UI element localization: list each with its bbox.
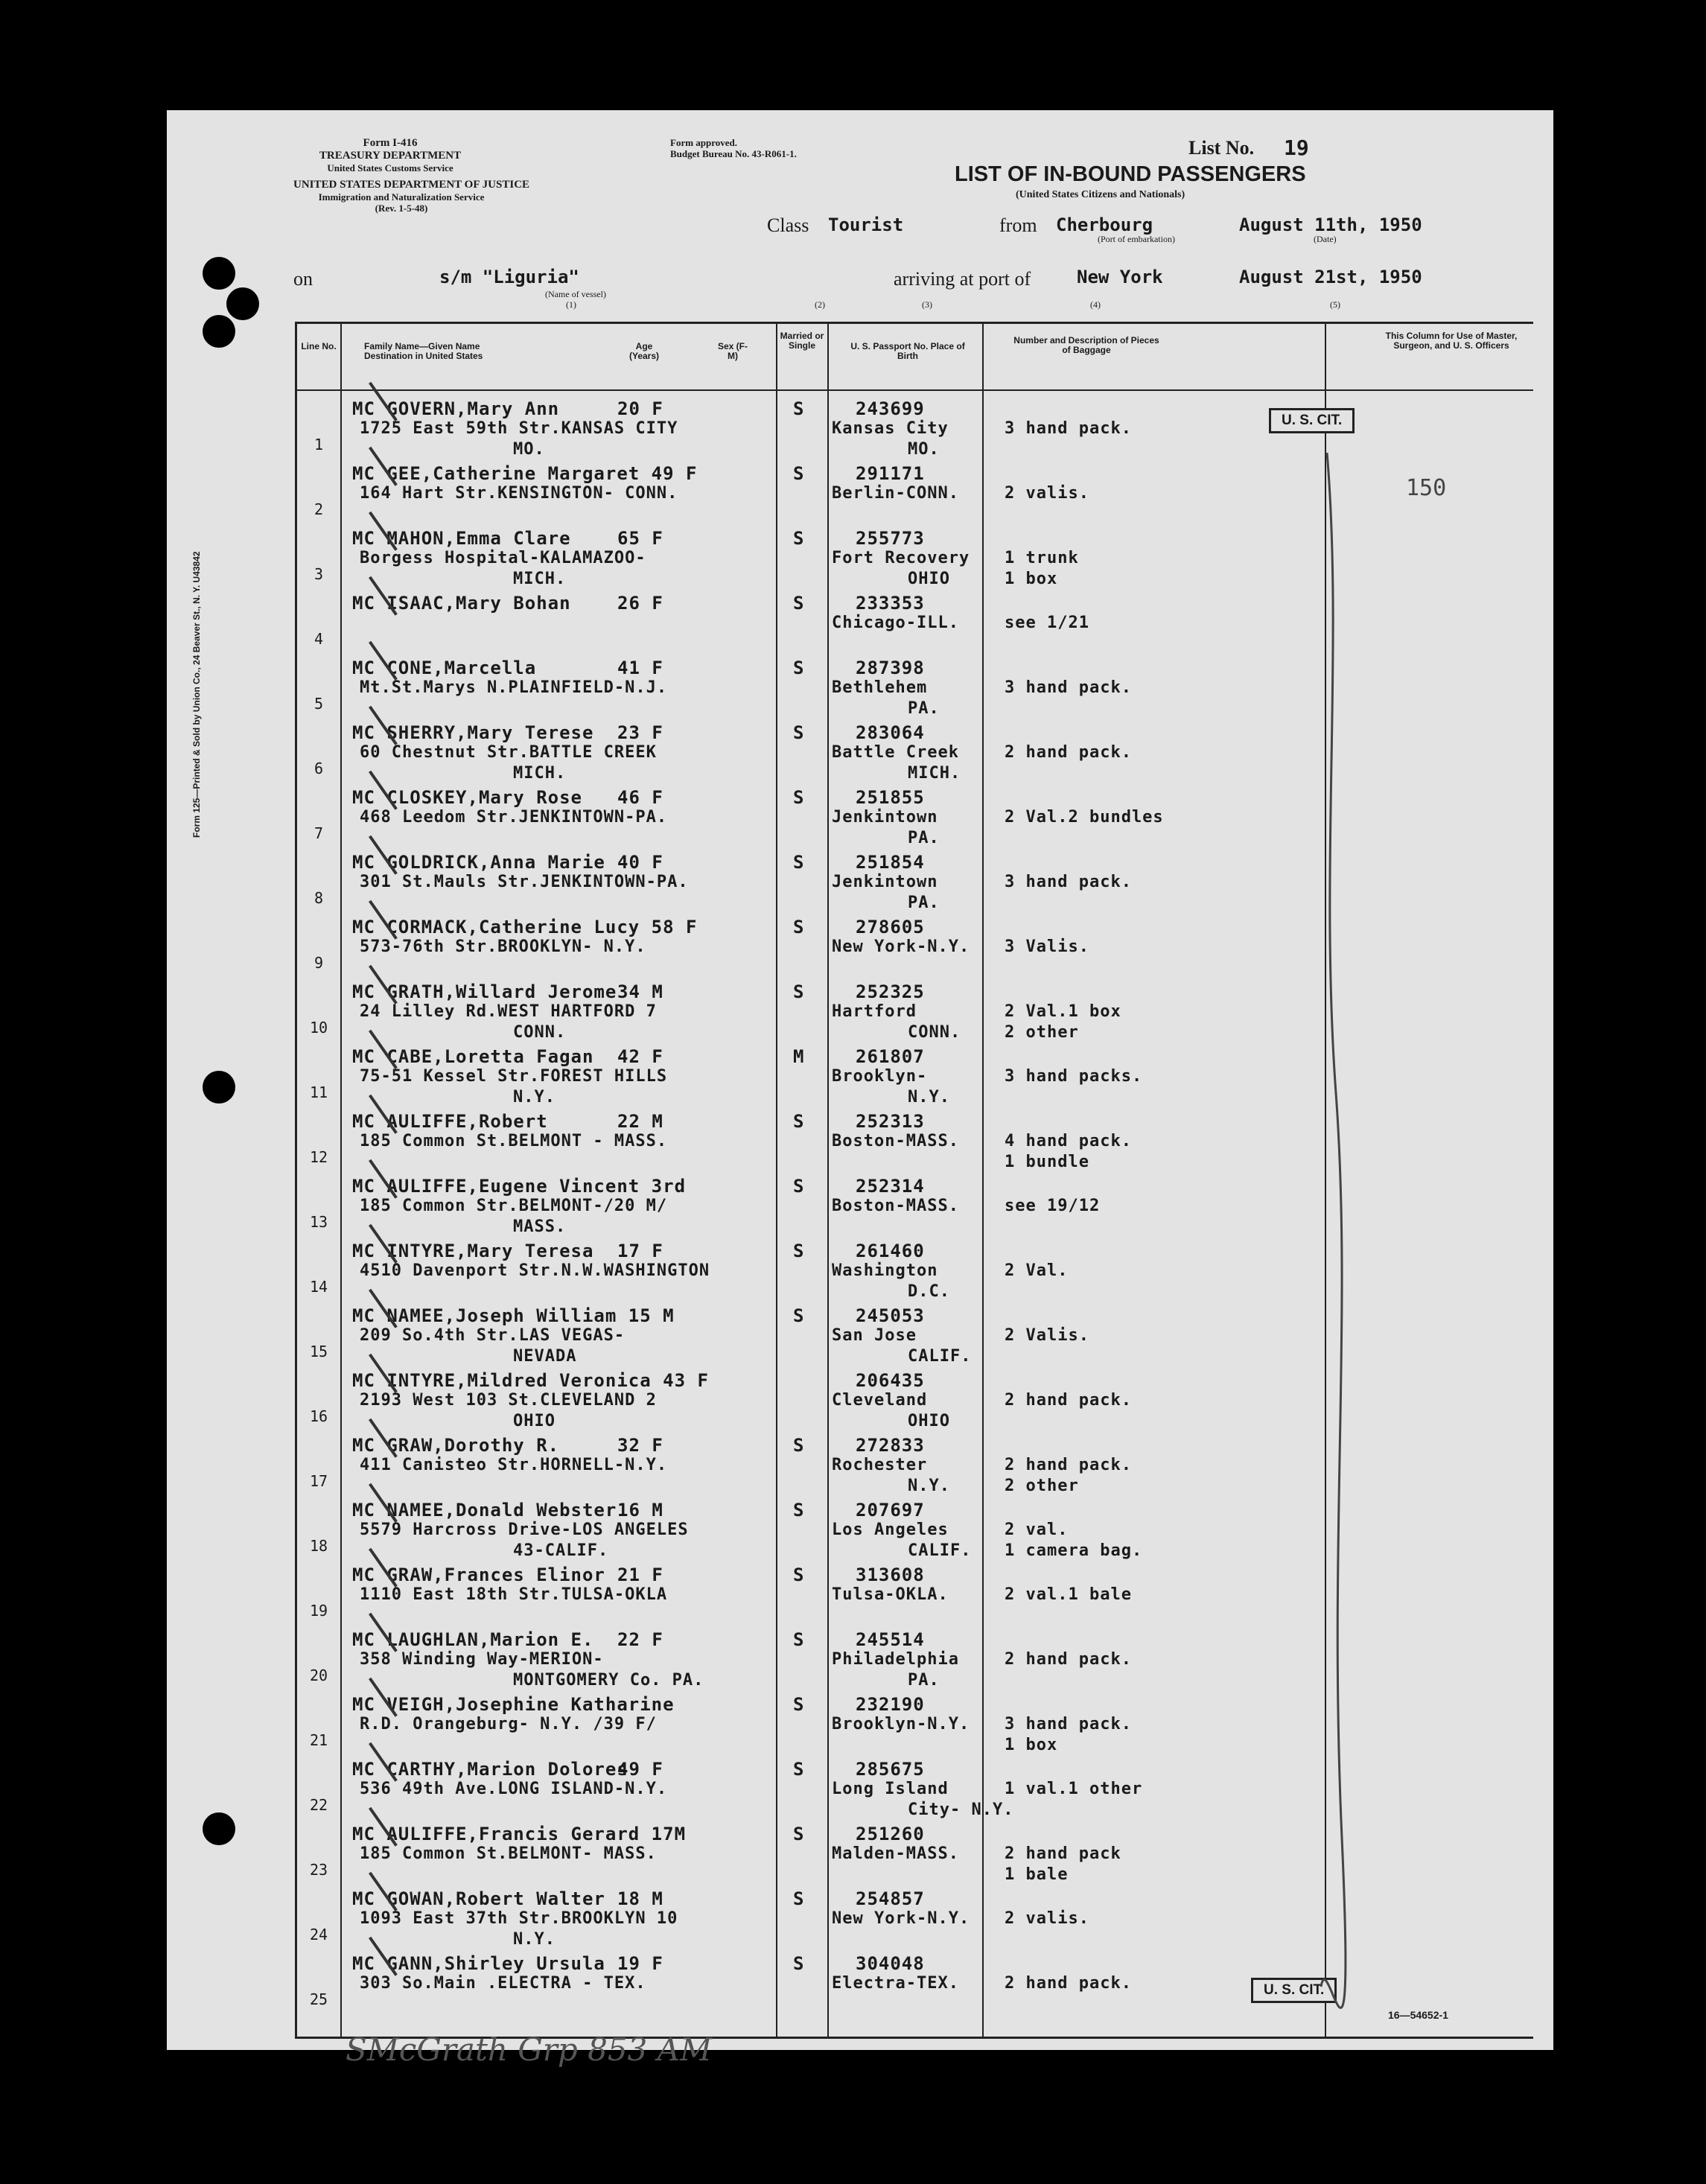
destination: 301 St.Mauls Str.JENKINTOWN-PA. xyxy=(360,873,689,891)
passenger-name: MC VEIGH,Josephine Katharine xyxy=(352,1694,675,1715)
place-of-birth: Philadelphia xyxy=(832,1650,959,1669)
place-of-birth-line2: OHIO xyxy=(908,570,950,588)
punch-hole xyxy=(203,1071,235,1104)
marital-status: S xyxy=(793,593,805,614)
marital-status: S xyxy=(793,917,805,937)
baggage-line2: 2 other xyxy=(1005,1477,1079,1495)
list-number-label: List No. xyxy=(1188,137,1255,159)
destination: 5579 Harcross Drive-LOS ANGELES xyxy=(360,1521,689,1539)
form-approved: Form approved. xyxy=(670,137,738,148)
marital-status: S xyxy=(793,1824,805,1844)
row-line-number: 24 xyxy=(309,1926,328,1943)
approval-block xyxy=(670,137,797,159)
passenger-name: MC AULIFFE,Robert xyxy=(352,1111,548,1132)
age-sex: 21 F xyxy=(617,1564,663,1585)
baggage: 2 hand pack. xyxy=(1005,1650,1132,1669)
age-sex: 32 F xyxy=(617,1435,663,1456)
row-line-number: 25 xyxy=(309,1990,328,2008)
col-married: Married or Single xyxy=(780,331,824,351)
idx-4: (4) xyxy=(1090,299,1101,310)
place-of-birth: Jenkintown xyxy=(832,808,938,827)
place-of-birth-line2: PA. xyxy=(908,894,940,912)
bottom-signature: SMcGrath Grp 853 AM xyxy=(346,2031,712,2068)
row-line-number: 17 xyxy=(309,1472,328,1490)
us-citizen-stamp-bottom: U. S. CIT. xyxy=(1251,1978,1337,2003)
passenger-name: MC GOVERN,Mary Ann xyxy=(352,398,560,419)
destination: 358 Winding Way-MERION- xyxy=(360,1650,604,1669)
place-of-birth-line2: OHIO xyxy=(908,1412,950,1430)
age-sex: 41 F xyxy=(617,658,663,678)
place-of-birth: San Jose xyxy=(832,1326,917,1345)
place-of-birth: New York-N.Y. xyxy=(832,1909,970,1928)
place-of-birth: Rochester xyxy=(832,1456,928,1474)
place-of-birth-line2: PA. xyxy=(908,699,940,718)
arrival-date: August 21st, 1950 xyxy=(1239,267,1422,287)
marital-status: M xyxy=(793,1046,805,1067)
passport-number: 251854 xyxy=(856,852,925,873)
passport-number: 252313 xyxy=(856,1111,925,1132)
age-sex: 49 F xyxy=(617,1759,663,1780)
age-sex: 20 F xyxy=(617,398,663,419)
place-of-birth: Brooklyn- xyxy=(832,1067,928,1086)
place-of-birth: Boston-MASS. xyxy=(832,1132,959,1150)
passport-number: 283064 xyxy=(856,722,925,743)
baggage: 3 hand pack. xyxy=(1005,873,1132,891)
passenger-name: MC GRATH,Willard Jerome xyxy=(352,981,617,1002)
marital-status: S xyxy=(793,722,805,743)
row-line-number: 7 xyxy=(313,824,324,842)
place-of-birth-line2: PA. xyxy=(908,829,940,847)
col-age: Age (Years) xyxy=(628,341,660,361)
place-of-birth: Boston-MASS. xyxy=(832,1197,959,1215)
row-line-number: 2 xyxy=(313,500,324,518)
age-sex: 18 M xyxy=(617,1888,663,1909)
passenger-name: MC NAMEE,Donald Webster xyxy=(352,1500,617,1521)
age-sex: 26 F xyxy=(617,593,663,614)
destination-line2: OHIO xyxy=(513,1412,556,1430)
place-of-birth-line2: PA. xyxy=(908,1671,940,1690)
place-of-birth-line2: D.C. xyxy=(908,1282,950,1301)
age-sex: 46 F xyxy=(617,787,663,808)
punch-hole xyxy=(226,287,259,320)
row-line-number: 18 xyxy=(309,1537,328,1555)
place-of-birth-line2: N.Y. xyxy=(908,1088,950,1107)
marital-status: S xyxy=(793,1176,805,1197)
row-line-number: 14 xyxy=(309,1278,328,1296)
destination-line2: MASS. xyxy=(513,1217,567,1236)
date-note: (Date) xyxy=(1314,234,1337,244)
passport-number: 252314 xyxy=(856,1176,925,1197)
age-sex: 23 F xyxy=(617,722,663,743)
passenger-name: MC CARTHY,Marion Dolores xyxy=(352,1759,628,1780)
passenger-name: MC AULIFFE,Francis Gerard 17M xyxy=(352,1824,687,1844)
row-line-number: 9 xyxy=(313,954,324,972)
baggage: 2 Val.2 bundles xyxy=(1005,808,1164,827)
justice-block xyxy=(293,179,530,214)
row-line-number: 8 xyxy=(313,889,324,907)
baggage: 2 valis. xyxy=(1005,1909,1089,1928)
place-of-birth-line2: MICH. xyxy=(908,764,961,783)
col-name-destination: Family Name—Given Name Destination in United States xyxy=(364,341,483,361)
destination: Mt.St.Marys N.PLAINFIELD-N.J. xyxy=(360,678,668,697)
officer-column-pencil-line xyxy=(1284,423,1433,2024)
baggage: 2 hand pack. xyxy=(1005,743,1132,762)
passport-number: 245053 xyxy=(856,1305,925,1326)
row-line-number: 23 xyxy=(309,1861,328,1879)
row-line-number: 11 xyxy=(309,1083,328,1101)
baggage: 3 hand pack. xyxy=(1005,1715,1132,1733)
place-of-birth: Chicago-ILL. xyxy=(832,614,959,632)
us-citizen-stamp-top: U. S. CIT. xyxy=(1269,408,1355,433)
passenger-name: MC GOWAN,Robert Walter xyxy=(352,1888,605,1909)
passport-number: 261807 xyxy=(856,1046,925,1067)
place-of-birth-line2: N.Y. xyxy=(908,1477,950,1495)
place-of-birth-line2: CALIF. xyxy=(908,1541,972,1560)
passenger-name: MC CLOSKEY,Mary Rose xyxy=(352,787,582,808)
passport-number: 285675 xyxy=(856,1759,925,1780)
destination: 209 So.4th Str.LAS VEGAS- xyxy=(360,1326,626,1345)
baggage-line2: 1 box xyxy=(1005,570,1058,588)
row-line-number: 13 xyxy=(309,1213,328,1231)
baggage: 1 trunk xyxy=(1005,549,1079,567)
passport-number: 245514 xyxy=(856,1629,925,1650)
marital-status: S xyxy=(793,398,805,419)
passport-number: 261460 xyxy=(856,1241,925,1261)
marital-status: S xyxy=(793,658,805,678)
destination: 1725 East 59th Str.KANSAS CITY xyxy=(360,419,678,438)
baggage-line2: 1 camera bag. xyxy=(1005,1541,1143,1560)
baggage: see 1/21 xyxy=(1005,614,1089,632)
vessel-name: s/m "Liguria" xyxy=(439,267,579,287)
place-of-birth: Los Angeles xyxy=(832,1521,949,1539)
passport-number: 232190 xyxy=(856,1694,925,1715)
row-line-number: 12 xyxy=(309,1148,328,1166)
destination: 164 Hart Str.KENSINGTON- CONN. xyxy=(360,484,678,503)
marital-status: S xyxy=(793,1111,805,1132)
passport-number: 251260 xyxy=(856,1824,925,1844)
destination: 75-51 Kessel Str.FOREST HILLS xyxy=(360,1067,668,1086)
manifest-page xyxy=(167,110,1553,2068)
place-of-birth: Brooklyn-N.Y. xyxy=(832,1715,970,1733)
baggage: see 19/12 xyxy=(1005,1197,1101,1215)
baggage: 4 hand pack. xyxy=(1005,1132,1132,1150)
treasury-dept: TREASURY DEPARTMENT xyxy=(319,150,462,162)
row-line-number: 22 xyxy=(309,1796,328,1814)
destination-line2: NEVADA xyxy=(513,1347,577,1366)
destination: 411 Canisteo Str.HORNELL-N.Y. xyxy=(360,1456,668,1474)
passenger-name: MC ISAAC,Mary Bohan xyxy=(352,593,571,614)
age-sex: 40 F xyxy=(617,852,663,873)
col-line-no: Line No. xyxy=(301,341,337,351)
form-revision: (Rev. 1-5-48) xyxy=(375,203,428,214)
col-passport: U. S. Passport No. Place of Birth xyxy=(850,341,965,361)
destination-line2: MONTGOMERY Co. PA. xyxy=(513,1671,704,1690)
baggage-line2: 1 bundle xyxy=(1005,1153,1089,1171)
row-line-number: 15 xyxy=(309,1343,328,1360)
destination-line2: CONN. xyxy=(513,1023,567,1042)
row-line-number: 10 xyxy=(309,1019,328,1037)
arriving-label: arriving at port of xyxy=(894,268,1031,290)
place-of-birth-line2: MO. xyxy=(908,440,940,459)
punch-hole xyxy=(203,257,235,290)
place-of-birth: Battle Creek xyxy=(832,743,959,762)
idx-1: (1) xyxy=(566,299,576,310)
passport-number: 287398 xyxy=(856,658,925,678)
age-sex: 22 F xyxy=(617,1629,663,1650)
marital-status: S xyxy=(793,1305,805,1326)
marital-status: S xyxy=(793,787,805,808)
destination: 303 So.Main .ELECTRA - TEX. xyxy=(360,1974,646,1993)
row-line-number: 5 xyxy=(313,695,324,713)
baggage: 2 hand pack xyxy=(1005,1844,1121,1863)
marital-status: S xyxy=(793,1564,805,1585)
from-port: Cherbourg xyxy=(1056,214,1153,235)
destination: 2193 West 103 St.CLEVELAND 2 xyxy=(360,1391,657,1410)
marital-status: S xyxy=(793,1759,805,1780)
passport-number: 207697 xyxy=(856,1500,925,1521)
place-of-birth: Tulsa-OKLA. xyxy=(832,1585,949,1604)
marital-status: S xyxy=(793,1500,805,1521)
vessel-note: (Name of vessel) xyxy=(545,289,606,299)
departure-date: August 11th, 1950 xyxy=(1239,214,1422,235)
passenger-name: MC AULIFFE,Eugene Vincent 3rd xyxy=(352,1176,687,1197)
destination-line2: MO. xyxy=(513,440,545,459)
punch-hole xyxy=(203,1812,235,1845)
col-sex: Sex (F-M) xyxy=(717,341,748,361)
place-of-birth: New York-N.Y. xyxy=(832,937,970,956)
row-line-number: 21 xyxy=(309,1731,328,1749)
printer-side-text: Form 125—Printed & Sold by Union Co., 24 Beaver St., N. Y. U43842 xyxy=(191,551,202,838)
passport-number: 272833 xyxy=(856,1435,925,1456)
place-of-birth: Kansas City xyxy=(832,419,949,438)
place-of-birth: Electra-TEX. xyxy=(832,1974,959,1993)
destination: 468 Leedom Str.JENKINTOWN-PA. xyxy=(360,808,668,827)
footer-code: 16—54652-1 xyxy=(1388,2009,1448,2021)
marital-status: S xyxy=(793,852,805,873)
age-sex: 65 F xyxy=(617,528,663,549)
baggage: 3 hand packs. xyxy=(1005,1067,1143,1086)
destination: 573-76th Str.BROOKLYN- N.Y. xyxy=(360,937,646,956)
port-embarkation-note: (Port of embarkation) xyxy=(1098,234,1175,244)
row-line-number: 19 xyxy=(309,1602,328,1620)
row-line-number: 3 xyxy=(313,565,324,583)
place-of-birth: Long Island xyxy=(832,1780,949,1798)
passenger-name: MC GANN,Shirley Ursula xyxy=(352,1953,605,1974)
marital-status: S xyxy=(793,1694,805,1715)
passport-number: 255773 xyxy=(856,528,925,549)
destination-line2: N.Y. xyxy=(513,1930,556,1949)
on-label: on xyxy=(293,268,313,290)
marital-status: S xyxy=(793,1953,805,1974)
baggage: 2 hand pack. xyxy=(1005,1974,1132,1993)
place-of-birth-line2: City- N.Y. xyxy=(908,1801,1014,1819)
list-number-value: 19 xyxy=(1284,136,1309,160)
idx-3: (3) xyxy=(922,299,932,310)
idx-5: (5) xyxy=(1330,299,1340,310)
punch-hole xyxy=(203,315,235,348)
marital-status: S xyxy=(793,463,805,484)
passenger-name: MC GRAW,Dorothy R. xyxy=(352,1435,560,1456)
class-label: Class xyxy=(767,214,809,236)
row-line-number: 6 xyxy=(313,760,324,777)
baggage: 2 hand pack. xyxy=(1005,1456,1132,1474)
destination-line2: MICH. xyxy=(513,570,567,588)
place-of-birth-line2: CONN. xyxy=(908,1023,961,1042)
col-officers: This Column for Use of Master, Surgeon, and U. S. Officers xyxy=(1385,331,1518,351)
budget-bureau: Budget Bureau No. 43-R061-1. xyxy=(670,148,797,159)
idx-2: (2) xyxy=(815,299,825,310)
place-of-birth: Cleveland xyxy=(832,1391,928,1410)
passport-number: 251855 xyxy=(856,787,925,808)
margin-number: 150 xyxy=(1406,475,1447,501)
place-of-birth: Bethlehem xyxy=(832,678,928,697)
arrival-port: New York xyxy=(1077,267,1163,287)
passenger-name: MC CABE,Loretta Fagan xyxy=(352,1046,594,1067)
passenger-name: MC LAUGHLAN,Marion E. xyxy=(352,1629,594,1650)
marital-status: S xyxy=(793,1241,805,1261)
baggage: 3 hand pack. xyxy=(1005,678,1132,697)
row-line-number: 20 xyxy=(309,1666,328,1684)
passport-number: 233353 xyxy=(856,593,925,614)
destination: 1110 East 18th Str.TULSA-OKLA xyxy=(360,1585,668,1604)
form-agency-block xyxy=(293,137,487,173)
class-value: Tourist xyxy=(828,214,904,235)
age-sex: 22 M xyxy=(617,1111,663,1132)
destination: 4510 Davenport Str.N.W.WASHINGTON xyxy=(360,1261,710,1280)
justice-dept: UNITED STATES DEPARTMENT OF JUSTICE xyxy=(293,179,530,191)
destination: 24 Lilley Rd.WEST HARTFORD 7 xyxy=(360,1002,657,1021)
passport-number: 313608 xyxy=(856,1564,925,1585)
baggage: 1 val.1 other xyxy=(1005,1780,1143,1798)
row-line-number: 4 xyxy=(313,630,324,648)
baggage-line2: 1 bale xyxy=(1005,1865,1069,1884)
passenger-name: MC GOLDRICK,Anna Marie xyxy=(352,852,605,873)
passport-number: 291171 xyxy=(856,463,925,484)
passport-number: 243699 xyxy=(856,398,925,419)
col-baggage: Number and Description of Pieces of Baggage xyxy=(1013,335,1159,355)
passport-number: 252325 xyxy=(856,981,925,1002)
destination-line2: 43-CALIF. xyxy=(513,1541,609,1560)
passenger-name: MC CORMACK,Catherine Lucy 58 F xyxy=(352,917,698,937)
baggage: 2 valis. xyxy=(1005,484,1089,503)
place-of-birth: Berlin-CONN. xyxy=(832,484,959,503)
baggage: 2 Valis. xyxy=(1005,1326,1089,1345)
form-number: Form I-416 xyxy=(363,137,418,149)
baggage: 2 Val.1 box xyxy=(1005,1002,1121,1021)
marital-status: S xyxy=(793,528,805,549)
baggage: 3 Valis. xyxy=(1005,937,1089,956)
place-of-birth: Hartford xyxy=(832,1002,917,1021)
marital-status: S xyxy=(793,1888,805,1909)
passport-number: 254857 xyxy=(856,1888,925,1909)
destination-line2: MICH. xyxy=(513,764,567,783)
passenger-name: MC GRAW,Frances Elinor xyxy=(352,1564,605,1585)
destination: 185 Common St.BELMONT- MASS. xyxy=(360,1844,657,1863)
customs-service: United States Customs Service xyxy=(327,162,453,173)
passport-number: 304048 xyxy=(856,1953,925,1974)
destination: 60 Chestnut Str.BATTLE CREEK xyxy=(360,743,657,762)
age-sex: 42 F xyxy=(617,1046,663,1067)
marital-status: S xyxy=(793,1435,805,1456)
passenger-name: MC INTYRE,Mary Teresa xyxy=(352,1241,594,1261)
passenger-name: MC CONE,Marcella xyxy=(352,658,537,678)
destination: 536 49th Ave.LONG ISLAND-N.Y. xyxy=(360,1780,668,1798)
row-line-number: 1 xyxy=(313,436,324,453)
baggage: 3 hand pack. xyxy=(1005,419,1132,438)
marital-status: S xyxy=(793,1629,805,1650)
baggage: 2 val.1 bale xyxy=(1005,1585,1132,1604)
place-of-birth: Jenkintown xyxy=(832,873,938,891)
from-label: from xyxy=(999,214,1037,236)
marital-status: S xyxy=(793,981,805,1002)
baggage-line2: 2 other xyxy=(1005,1023,1079,1042)
age-sex: 17 F xyxy=(617,1241,663,1261)
baggage-line2: 1 box xyxy=(1005,1736,1058,1754)
age-sex: 16 M xyxy=(617,1500,663,1521)
destination: 185 Common St.BELMONT - MASS. xyxy=(360,1132,668,1150)
age-sex: 19 F xyxy=(617,1953,663,1974)
page-title: LIST OF IN-BOUND PASSENGERS xyxy=(955,162,1306,186)
passport-number: 278605 xyxy=(856,917,925,937)
place-of-birth-line2: CALIF. xyxy=(908,1347,972,1366)
destination-line2: N.Y. xyxy=(513,1088,556,1107)
passenger-name: MC MAHON,Emma Clare xyxy=(352,528,571,549)
row-line-number: 16 xyxy=(309,1407,328,1425)
place-of-birth: Fort Recovery xyxy=(832,549,970,567)
place-of-birth: Malden-MASS. xyxy=(832,1844,959,1863)
baggage: 2 Val. xyxy=(1005,1261,1069,1280)
passport-number: 206435 xyxy=(856,1370,925,1391)
baggage: 2 hand pack. xyxy=(1005,1391,1132,1410)
passenger-name: MC INTYRE,Mildred Veronica 43 F xyxy=(352,1370,709,1391)
destination: R.D. Orangeburg- N.Y. /39 F/ xyxy=(360,1715,657,1733)
baggage: 2 val. xyxy=(1005,1521,1069,1539)
destination: Borgess Hospital-KALAMAZOO- xyxy=(360,549,646,567)
age-sex: 34 M xyxy=(617,981,663,1002)
destination: 185 Common Str.BELMONT-/20 M/ xyxy=(360,1197,668,1215)
ins-service: Immigration and Naturalization Service xyxy=(318,191,485,203)
destination: 1093 East 37th Str.BROOKLYN 10 xyxy=(360,1909,678,1928)
passenger-name: MC SHERRY,Mary Terese xyxy=(352,722,594,743)
place-of-birth: Washington xyxy=(832,1261,938,1280)
passenger-name: MC GEE,Catherine Margaret 49 F xyxy=(352,463,698,484)
page-subtitle: (United States Citizens and Nationals) xyxy=(1016,189,1185,200)
passenger-name: MC NAMEE,Joseph William 15 M xyxy=(352,1305,675,1326)
